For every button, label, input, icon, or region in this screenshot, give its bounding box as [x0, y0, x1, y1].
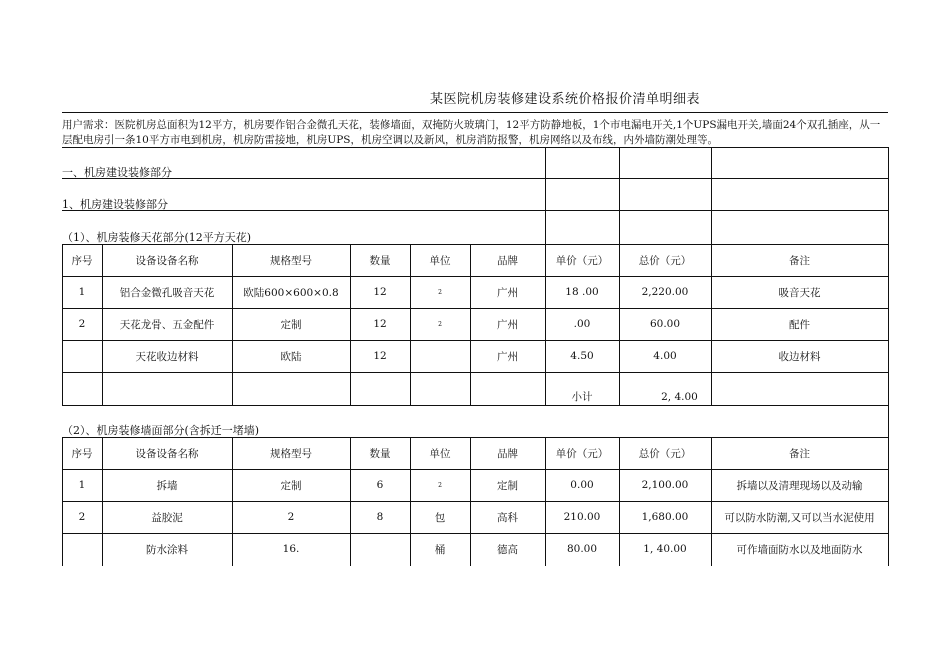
t1-row-1-note: 配件 — [789, 318, 810, 331]
t2-row-1-name: 益胶泥 — [151, 511, 183, 524]
t2-row-0-price: 0.00 — [570, 479, 594, 491]
h-rule-2 — [62, 210, 888, 211]
t1-row-1-total: 60.00 — [649, 318, 681, 330]
t2-header-spec: 规格型号 — [270, 447, 312, 460]
t1-header-total: 总价（元） — [638, 254, 692, 267]
t1-header-name: 设备设备名称 — [135, 254, 199, 267]
section-col-2 — [711, 147, 712, 244]
t1-row-0-brand: 广州 — [497, 286, 518, 299]
section-col-1 — [619, 147, 620, 244]
t2-row-0-no: 1 — [78, 479, 86, 491]
t2-row-1-spec: 2 — [287, 511, 295, 523]
h-rule-1 — [62, 178, 888, 179]
t2-row-2-total: 1, 40.00 — [643, 543, 687, 555]
t2-row-0-brand: 定制 — [497, 479, 518, 492]
t1-col-9 — [888, 244, 889, 405]
t1-row-2-qty: 12 — [373, 350, 387, 362]
section-col-0 — [545, 147, 546, 244]
t2-row-2-note: 可作墙面防水以及地面防水 — [736, 543, 863, 556]
t1-header-qty: 数量 — [369, 254, 391, 267]
t1-row-0-no: 1 — [78, 286, 86, 298]
t2-header-unit: 单位 — [429, 447, 451, 460]
t1-row-0-price: 18 .00 — [565, 286, 599, 298]
subtotal-label: 小计 — [571, 391, 593, 403]
t1-header-price: 单价（元） — [555, 254, 609, 267]
subtotal-value: 2, 4.00 — [661, 390, 698, 403]
t2-row-0-note: 拆墙以及清理现场以及动输 — [736, 479, 863, 492]
t2-row-0-spec: 定制 — [280, 479, 302, 492]
t2-row-2-no — [62, 533, 102, 565]
t2-row-0-unit: 2 — [438, 481, 442, 489]
t2-col-9 — [888, 437, 889, 566]
t2-header-no: 序号 — [71, 447, 93, 460]
t2-row-0-qty: 6 — [376, 479, 384, 491]
t1-row-1-unit: 2 — [438, 320, 442, 328]
t1-row-0-unit: 2 — [438, 288, 442, 296]
t1-row-2-price: 4.50 — [570, 350, 594, 362]
t2-row-2-brand: 德高 — [497, 543, 518, 556]
t2-header-price: 单价（元） — [555, 447, 609, 460]
t1-row-1-spec: 定制 — [280, 318, 302, 331]
page-title: 某医院机房装修建设系统价格报价清单明细表 — [429, 92, 700, 107]
t2-row-1-total: 1,680.00 — [641, 511, 689, 523]
t2-row-0-total: 2,100.00 — [641, 479, 689, 491]
t1-header-unit: 单位 — [429, 254, 451, 267]
t2-header-brand: 品牌 — [497, 447, 518, 460]
t1-row-1-name: 天花龙骨、五金配件 — [119, 318, 215, 331]
t1-row-1-qty: 12 — [373, 318, 387, 330]
section-heading-3: （1）、机房装修天花部分(12平方天花) — [62, 231, 252, 244]
t2-row-1-qty: 8 — [376, 511, 384, 523]
t2-row-2-unit: 桶 — [434, 543, 446, 556]
t2-header-total: 总价（元） — [638, 447, 692, 460]
t2-row-2-qty — [350, 533, 410, 565]
t1-row-2-note: 收边材料 — [778, 350, 821, 363]
t1-row-1-price: .00 — [573, 318, 591, 330]
t1-row-2-brand: 广州 — [497, 350, 518, 363]
t1-row-2-total: 4.00 — [653, 350, 677, 362]
t1-header-no: 序号 — [71, 254, 93, 267]
t1-row-2-unit — [410, 340, 470, 372]
section-heading-2: 1、机房建设装修部分 — [62, 198, 168, 211]
h-rule-7 — [62, 372, 888, 373]
t2-header-name: 设备设备名称 — [135, 447, 199, 460]
t1-row-1-no: 2 — [78, 318, 86, 330]
t1-row-2-spec: 欧陆 — [280, 350, 302, 363]
t2-row-2-price: 80.00 — [566, 543, 598, 555]
title-rule — [62, 112, 888, 113]
t2-row-1-no: 2 — [78, 511, 86, 523]
t2-header-qty: 数量 — [369, 447, 391, 460]
t1-header-note: 备注 — [789, 254, 810, 267]
t1-row-0-total: 2,220.00 — [641, 286, 689, 298]
t2-row-0-name: 拆墙 — [156, 479, 178, 492]
t1-row-0-spec: 欧陆600×600×0.8 — [243, 286, 339, 299]
t1-row-2-name: 天花收边材料 — [135, 350, 199, 363]
section-heading-1: 一、机房建设装修部分 — [62, 166, 172, 179]
t2-row-1-price: 210.00 — [563, 511, 601, 523]
t2-row-1-brand: 高科 — [497, 511, 518, 524]
t1-header-brand: 品牌 — [497, 254, 518, 267]
t2-row-1-note: 可以防水防潮,又可以当水泥使用 — [724, 511, 875, 524]
t1-row-0-name: 铝合金微孔吸音天花 — [119, 286, 215, 299]
user-requirement: 用户需求：医院机房总面积为12平方，机房要作铝合金微孔天花，装修墙面，双掩防火玻璃门，12平方防静地板，1个市电漏电开关,1个UPS漏电开关,墙面24个双孔插座，从一层配电房引一条10平方市电到机房，机房防雷接地，机房UPS，机房空调以及新风，机房消防报警，机房网络以及布线，内外墙防潮处理等。 — [62, 119, 881, 146]
t2-header-note: 备注 — [789, 447, 810, 460]
t2-row-1-unit: 包 — [434, 511, 446, 524]
t2-row-2-name: 防水涂料 — [146, 543, 188, 556]
t1-row-1-brand: 广州 — [497, 318, 518, 331]
t1-header-spec: 规格型号 — [270, 254, 312, 267]
t1-row-0-note: 吸音天花 — [778, 286, 821, 299]
h-rule-0 — [62, 147, 888, 148]
t1-row-2-no — [62, 340, 102, 372]
t1-row-0-qty: 12 — [373, 286, 387, 298]
t2-row-2-spec: 16. — [282, 543, 300, 555]
h-rule-8 — [62, 405, 888, 406]
section-heading-4: （2）、机房装修墙面部分(含拆迁一堵墙) — [62, 424, 260, 437]
